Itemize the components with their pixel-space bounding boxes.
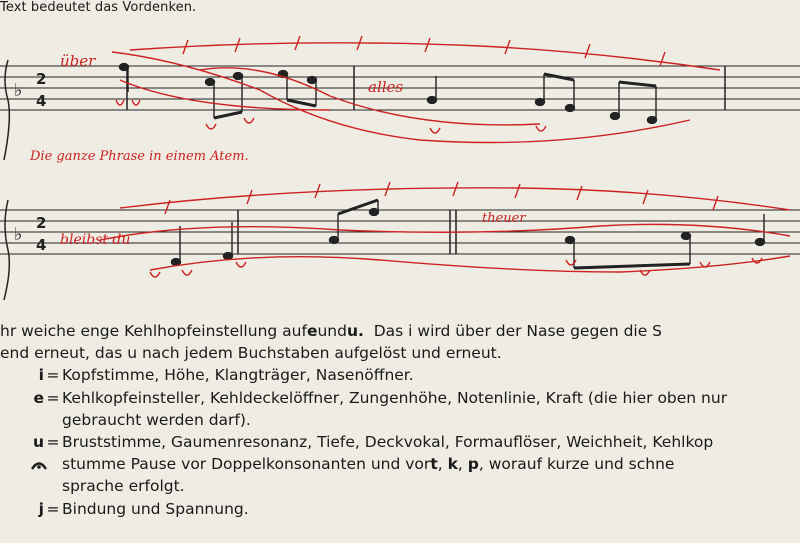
word-ueber: über — [60, 52, 96, 70]
body-text — [0, 320, 800, 520]
fermata-icon — [30, 458, 48, 470]
time-sig-top-2: 2 — [36, 214, 47, 232]
text-line-2: end erneut, das u nach jedem Buchstaben aufgelöst und erneut. — [0, 344, 502, 363]
word-bleibst-du: bleibst du — [60, 232, 131, 248]
staff-1-annotations — [112, 36, 720, 143]
word-theuer: theuer — [482, 211, 526, 226]
legend-item-i: i = Kopfstimme, Höhe, Klangträger, Nasenöffner. — [38, 366, 414, 385]
legend-item-pause: stumme Pause vor Doppelkonsonanten und vor t , k , p , worauf kurze und schne — [0, 453, 800, 475]
svg-text:♭: ♭ — [14, 224, 23, 245]
caption: Text bedeutet das Vordenken. — [0, 0, 197, 15]
legend-item-e: e = Kehlkopfeinsteller, Kehldeckelöffner, Zungenhöhe, Notenlinie, Kraft (die hier oben nur — [33, 388, 728, 407]
legend-item-e-cont: gebraucht werden darf). — [62, 410, 251, 429]
svg-text:♭: ♭ — [14, 80, 23, 101]
text-line-1: hr weiche enge Kehlhopfeinstellung auf e und u. Das i wird über der Nase gegen die S — [0, 322, 663, 340]
legend-item-pause-cont: sprache erfolgt. — [62, 477, 185, 496]
legend-item-j: j = Bindung und Spannung. — [38, 499, 249, 518]
time-sig-top-1: 2 — [36, 70, 47, 88]
staff-2-clef — [4, 200, 23, 300]
breath-note: Die ganze Phrase in einem Atem. — [30, 149, 249, 164]
time-sig-bottom-1: 4 — [36, 92, 47, 110]
word-alles: alles — [368, 78, 404, 96]
time-sig-bottom-2: 4 — [36, 236, 47, 254]
legend-item-u: u = Bruststimme, Gaumenresonanz, Tiefe, Deckvokal, Formauflöser, Weichheit, Kehlkop — [32, 432, 714, 451]
